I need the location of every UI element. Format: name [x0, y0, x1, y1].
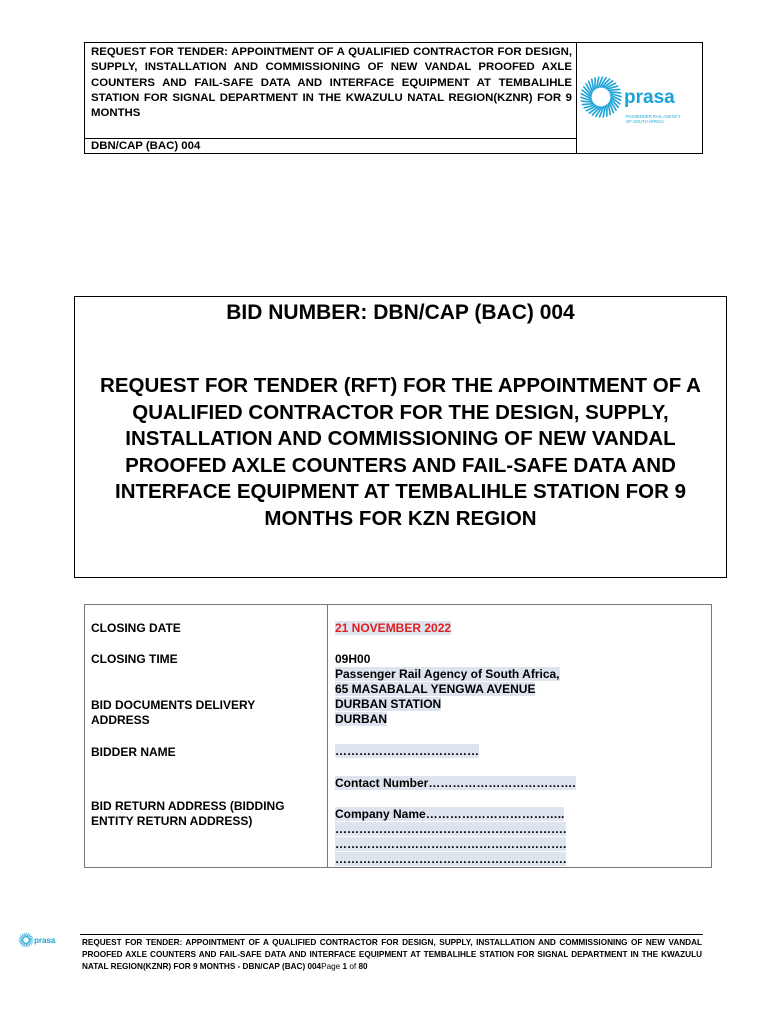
closing-date-value: 21 NOVEMBER 2022 — [335, 621, 452, 635]
delivery-address-label: BID DOCUMENTS DELIVERY ADDRESS — [91, 698, 256, 727]
bid-number: BID NUMBER: DBN/CAP (BAC) 004 — [226, 301, 575, 324]
bidder-name-field[interactable]: ……………………………… — [335, 744, 479, 758]
logo-ray — [583, 104, 594, 105]
closing-time-label: CLOSING TIME — [91, 652, 178, 666]
header-table — [84, 42, 703, 154]
table-divider — [327, 605, 328, 867]
footer-rule — [80, 934, 703, 935]
prasa-logo-icon — [577, 43, 703, 153]
header-code: DBN/CAP (BAC) 004 — [85, 138, 577, 154]
footer-logo-wordmark: prasa — [34, 936, 56, 945]
company-name-field[interactable]: Company Name…………………………….. — [335, 807, 565, 821]
rft-title: REQUEST FOR TENDER (RFT) FOR THE APPOINTMENT OF A QUALIFIED CONTRACTOR FOR THE DESIGN, SUPPLY, INSTALLATION AND COMMISSIONING OF NEW VANDAL PROOFED AXLE COUNTERS AND FAIL-SAFE DATA AND INTERFACE EQUIPMENT AT TEMBALIHLE STATION FOR 9 MONTHS FOR KZN REGION — [100, 374, 701, 530]
logo-wordmark: prasa — [624, 87, 675, 108]
header-title: REQUEST FOR TENDER: APPOINTMENT OF A QUALIFIED CONTRACTOR FOR DESIGN, SUPPLY, INSTALLATION AND COMMISSIONING OF NEW VANDAL PROOFED AXLE COUNTERS AND FAIL-SAFE DATA AND INTERFACE EQUIPMENT AT TEMBALIHLE STATION FOR SIGNAL DEPARTMENT IN THE KWAZULU NATAL REGION(KZNR) FOR 9 MONTHS — [85, 43, 577, 138]
delivery-address-value: Passenger Rail Agency of South Africa, 65 MASABALAL YENGWA AVENUE DURBAN STATION DURBAN — [335, 667, 560, 726]
logo-tagline-2: OF SOUTH AFRICA — [626, 119, 664, 124]
logo-tagline-1: PASSENGER RAIL AGENCY — [626, 114, 681, 119]
contact-number-field[interactable]: Contact Number………………………………. — [335, 776, 576, 790]
prasa-logo — [577, 43, 703, 153]
bidder-name-label: BIDDER NAME — [91, 745, 176, 759]
tender-info-table — [84, 604, 712, 868]
return-address-lines[interactable]: …………………………………………………. …………………………………………………. …………………………………………………. — [335, 822, 567, 866]
footer-prasa-logo — [18, 930, 60, 952]
logo-ray — [608, 89, 619, 90]
footer-text: REQUEST FOR TENDER: APPOINTMENT OF A QUALIFIED CONTRACTOR FOR DESIGN, SUPPLY, INSTALLATION AND COMMISSIONING OF NEW VANDAL PROOFED AXLE COUNTERS AND FAIL-SAFE DATA AND INTERFACE EQUIPMENT AT TEMBALIHLE STATION FOR SIGNAL DEPARTMENT IN THE KWAZULU NATAL REGION(KZNR) FOR 9 MONTHS - DBN/CAP (BAC) 004Page 1 of 80 — [82, 938, 702, 972]
closing-date-label: CLOSING DATE — [91, 621, 181, 635]
logo-ray — [581, 101, 592, 102]
bid-title-box — [74, 296, 727, 578]
closing-time-value: 09H00 — [335, 652, 371, 666]
logo-ray — [610, 92, 621, 93]
return-address-label: BID RETURN ADDRESS (BIDDING ENTITY RETURN ADDRESS) — [91, 799, 285, 828]
